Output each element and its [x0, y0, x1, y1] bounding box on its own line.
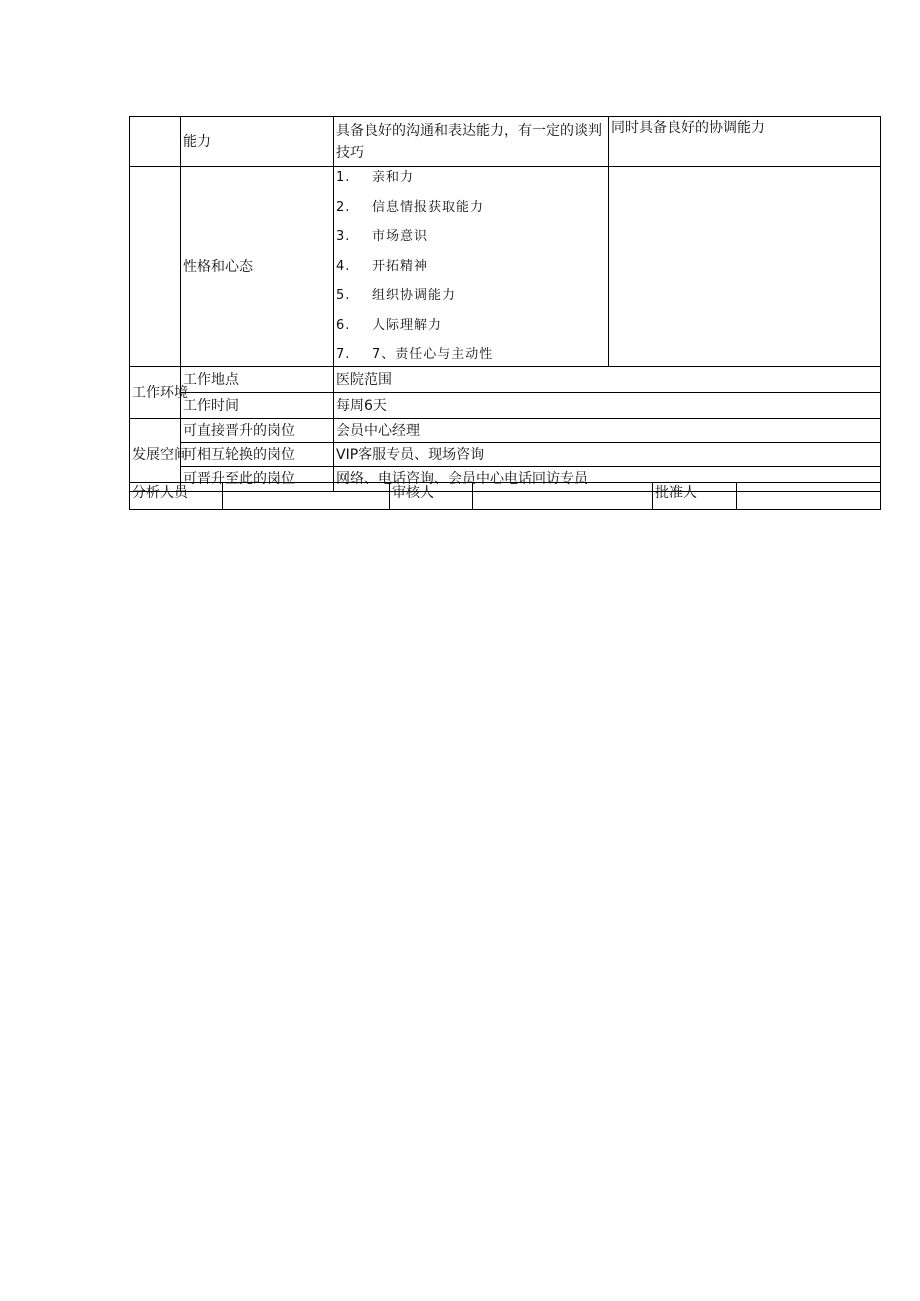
signature-row — [130, 483, 881, 510]
analyst-value — [223, 483, 390, 510]
personality-items-cell — [334, 167, 609, 367]
list-item — [336, 258, 606, 288]
personality-row — [130, 167, 881, 367]
personality-group-cell — [130, 167, 181, 367]
list-item-number: 2. — [336, 199, 351, 215]
reviewer-value — [473, 483, 653, 510]
list-item-text: 信息情报获取能力 — [372, 199, 485, 215]
list-item — [336, 199, 606, 229]
list-item-text: 人际理解力 — [372, 317, 443, 333]
list-item — [336, 228, 606, 258]
promote-label: 可直接晋升的岗位 — [181, 419, 334, 443]
analyst-label: 分析人员 — [130, 483, 223, 510]
rotate-row — [130, 443, 881, 467]
list-item-number: 4. — [336, 258, 351, 274]
personality-extra-cell — [609, 167, 881, 367]
work-location-row — [130, 367, 881, 393]
list-item-text: 7、责任心与主动性 — [372, 347, 494, 362]
approver-label: 批准人 — [653, 483, 737, 510]
ability-requirement: 具备良好的沟通和表达能力，有一定的谈判技巧 — [334, 117, 609, 167]
list-item-number: 7. — [336, 347, 351, 362]
promote-from-value: 网络、电话咨询、会员中心电话回访专员 — [334, 467, 881, 492]
reviewer-label: 审核人 — [390, 483, 473, 510]
ability-label: 能力 — [181, 117, 334, 167]
list-item-text: 组织协调能力 — [372, 288, 457, 303]
rotate-value: VIP客服专员、现场咨询 — [334, 443, 881, 467]
signature-table — [129, 482, 881, 510]
work-time-row — [130, 393, 881, 419]
approver-value — [737, 483, 881, 510]
list-item — [336, 169, 606, 199]
environment-group-label: 工作环境 — [130, 367, 181, 419]
personality-label: 性格和心态 — [181, 167, 334, 367]
list-item — [336, 346, 606, 366]
promote-value: 会员中心经理 — [334, 419, 881, 443]
list-item-number: 5. — [336, 288, 351, 303]
job-description-table — [129, 116, 881, 492]
work-location-label: 工作地点 — [181, 367, 334, 393]
ability-row — [130, 117, 881, 167]
promote-from-label: 可晋升至此的岗位 — [181, 467, 334, 492]
list-item-number: 1. — [336, 170, 351, 185]
list-item-text: 亲和力 — [372, 170, 415, 185]
list-item-text: 开拓精神 — [372, 258, 429, 274]
development-group-label: 发展空间 — [130, 419, 181, 492]
rotate-label: 可相互轮换的岗位 — [181, 443, 334, 467]
list-item — [336, 317, 606, 347]
ability-extra: 同时具备良好的协调能力 — [609, 117, 881, 167]
list-item — [336, 287, 606, 317]
work-time-value: 每周6天 — [334, 393, 881, 419]
work-time-label: 工作时间 — [181, 393, 334, 419]
personality-list — [336, 167, 606, 366]
list-item-number: 3. — [336, 229, 351, 244]
list-item-text: 市场意识 — [372, 229, 429, 244]
ability-group-cell — [130, 117, 181, 167]
promote-row — [130, 419, 881, 443]
work-location-value: 医院范围 — [334, 367, 881, 393]
list-item-number: 6. — [336, 317, 351, 333]
